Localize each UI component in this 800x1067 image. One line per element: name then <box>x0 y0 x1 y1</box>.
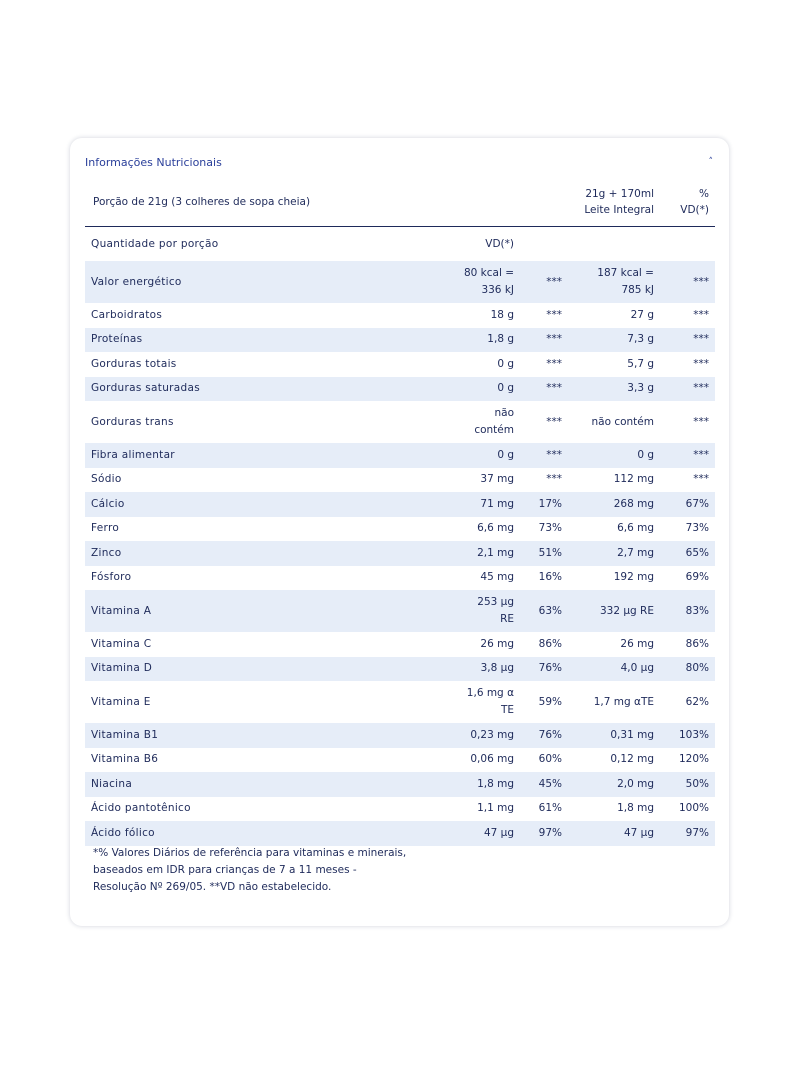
amount-value: não <box>494 407 514 419</box>
card-title: Informações Nutricionais <box>85 155 222 169</box>
milk-amount-cell <box>568 821 660 846</box>
nutrient-name: Gorduras totais <box>91 357 177 370</box>
table-row <box>85 541 715 566</box>
nutrient-name: Vitamina B6 <box>91 753 159 766</box>
milk-amount-value: 26 mg <box>620 637 654 650</box>
amount-value: 0 g <box>497 448 514 461</box>
amount-value: 6,6 mg <box>477 522 514 535</box>
portion-header: Porção de 21g (3 colheres de sopa cheia) <box>85 178 568 227</box>
footnote <box>93 845 513 896</box>
milk-vd-value: *** <box>693 357 709 370</box>
amount-cell <box>375 821 520 846</box>
vd-value: 86% <box>538 637 562 650</box>
nutrient-name: Valor energético <box>85 261 375 303</box>
nutrient-name: Ácido pantotênico <box>91 802 191 815</box>
milk-vd-value: 73% <box>685 522 709 535</box>
table-row <box>85 401 715 443</box>
milk-amount-cell <box>568 443 660 468</box>
amount-value-line2: 336 kJ <box>481 284 514 296</box>
milk-amount-value: 7,3 g <box>627 333 654 346</box>
milk-amount-value-line2: 785 kJ <box>621 284 654 296</box>
nutrient-name: Vitamina C <box>91 637 152 650</box>
amount-value: 0 g <box>497 382 514 395</box>
nutrient-name: Carboidratos <box>91 308 163 321</box>
amount-value: 253 μg <box>477 596 514 608</box>
footnote-line: baseados em IDR para crianças de 7 a 11 meses - <box>93 864 357 876</box>
milk-vd-value: 100% <box>678 802 709 815</box>
nutrient-name: Fósforo <box>91 571 132 584</box>
milk-header-line2: Leite Integral <box>584 204 654 216</box>
vd-value: 60% <box>538 753 562 766</box>
amount-cell <box>375 401 520 443</box>
amount-cell <box>375 377 520 402</box>
table-row <box>85 723 715 748</box>
milk-amount-cell <box>568 772 660 797</box>
milk-amount-cell <box>568 517 660 542</box>
vd-value: *** <box>520 377 568 402</box>
milk-amount-value: 5,7 g <box>627 357 654 370</box>
milk-vd-value: 86% <box>685 637 709 650</box>
nutrient-name: Gorduras saturadas <box>85 377 375 402</box>
amount-cell <box>375 797 520 822</box>
amount-value: 1,8 mg <box>477 777 514 790</box>
table-row <box>85 468 715 493</box>
amount-value: 3,8 μg <box>480 662 514 675</box>
vd-value: 76% <box>520 723 568 748</box>
vd-value: 61% <box>538 802 562 815</box>
table-row <box>85 681 715 723</box>
table-row <box>85 566 715 591</box>
nutrient-name: Proteínas <box>85 328 375 353</box>
milk-vd-value: 69% <box>685 571 709 584</box>
nutrient-name: Sódio <box>91 473 122 486</box>
table-row <box>85 632 715 657</box>
milk-vd-value: 62% <box>685 695 709 708</box>
milk-amount-value: 6,6 mg <box>617 522 654 535</box>
milk-amount-value: 187 kcal = <box>597 267 654 279</box>
milk-vd-value: *** <box>660 261 715 303</box>
amount-cell <box>375 748 520 773</box>
milk-amount-cell <box>568 541 660 566</box>
amount-cell <box>375 590 520 632</box>
table-row <box>85 748 715 773</box>
vd-value: 16% <box>538 571 562 584</box>
amount-value: 18 g <box>490 308 514 321</box>
amount-cell <box>375 328 520 353</box>
vd-value: 17% <box>520 492 568 517</box>
milk-amount-value: 0 g <box>637 448 654 461</box>
nutrient-name: Cálcio <box>85 492 375 517</box>
nutrient-name: Fibra alimentar <box>85 443 375 468</box>
table-row <box>85 328 715 353</box>
vd-column-header <box>660 178 715 227</box>
vd-value: 97% <box>520 821 568 846</box>
milk-amount-cell <box>568 723 660 748</box>
milk-amount-value: 1,8 mg <box>617 802 654 815</box>
amount-value-line2: contém <box>474 424 514 436</box>
table-row <box>85 492 715 517</box>
milk-vd-value: 80% <box>660 657 715 682</box>
amount-cell <box>375 541 520 566</box>
amount-value: 1,6 mg α <box>466 687 514 699</box>
table-row <box>85 261 715 303</box>
amount-cell <box>375 772 520 797</box>
nutrient-name: Niacina <box>85 772 375 797</box>
amount-cell <box>375 468 520 493</box>
table-row <box>85 443 715 468</box>
nutrition-info-card <box>70 138 729 926</box>
milk-amount-value: 4,0 μg <box>620 662 654 675</box>
vd-value: 45% <box>520 772 568 797</box>
amount-cell <box>375 352 520 377</box>
vd-value: *** <box>546 357 562 370</box>
amount-value: 45 mg <box>480 571 514 584</box>
milk-amount-value: 192 mg <box>613 571 654 584</box>
footnote-line: Resolução Nº 269/05. **VD não estabelecido. <box>93 881 332 893</box>
amount-value: 0 g <box>497 357 514 370</box>
quantity-per-portion-label: Quantidade por porção <box>91 238 219 250</box>
amount-value: 47 μg <box>483 826 514 839</box>
milk-amount-value: 3,3 g <box>627 382 654 395</box>
milk-amount-cell <box>568 590 660 632</box>
table-header-row <box>85 178 715 227</box>
milk-vd-value: *** <box>693 473 709 486</box>
amount-value: 2,1 mg <box>477 546 514 559</box>
table-row <box>85 821 715 846</box>
nutrient-name: Zinco <box>85 541 375 566</box>
nutrient-name: Ferro <box>91 522 120 535</box>
milk-amount-cell <box>568 303 660 328</box>
nutrition-table <box>85 178 715 846</box>
milk-vd-value: 120% <box>678 753 709 766</box>
table-row <box>85 352 715 377</box>
vd-value: 51% <box>520 541 568 566</box>
vd-value: *** <box>520 261 568 303</box>
milk-amount-cell <box>568 261 660 303</box>
milk-amount-cell <box>568 748 660 773</box>
milk-amount-value: 2,0 mg <box>617 777 654 790</box>
amount-value: 0,23 mg <box>470 728 514 741</box>
milk-vd-value: *** <box>693 415 709 428</box>
table-row <box>85 517 715 542</box>
milk-amount-value: 268 mg <box>613 497 654 510</box>
milk-vd-value: 65% <box>660 541 715 566</box>
vd-value: 59% <box>538 695 562 708</box>
amount-cell <box>375 261 520 303</box>
milk-amount-cell <box>568 492 660 517</box>
milk-amount-value: 0,31 mg <box>610 728 654 741</box>
milk-amount-cell <box>568 377 660 402</box>
amount-cell <box>375 632 520 657</box>
vd-value: *** <box>546 308 562 321</box>
amount-cell <box>375 303 520 328</box>
vd-value: *** <box>520 443 568 468</box>
amount-value: 1,1 mg <box>477 802 514 815</box>
nutrient-name: Gorduras trans <box>91 415 174 428</box>
vd-header-line2: VD(*) <box>680 204 709 216</box>
milk-amount-cell <box>568 401 660 443</box>
amount-value: 1,8 g <box>487 333 514 346</box>
table-row <box>85 657 715 682</box>
footnote-line: *% Valores Diários de referência para vitaminas e minerais, <box>93 847 407 859</box>
nutrient-name: Vitamina D <box>85 657 375 682</box>
amount-value: 80 kcal = <box>463 267 514 279</box>
table-row <box>85 303 715 328</box>
milk-amount-value: 332 μg RE <box>600 604 654 617</box>
milk-vd-value: 50% <box>660 772 715 797</box>
milk-header-line1: 21g + 170ml <box>585 188 654 200</box>
amount-cell <box>375 517 520 542</box>
nutrient-name: Vitamina E <box>91 695 151 708</box>
milk-vd-value: 83% <box>660 590 715 632</box>
amount-cell <box>375 492 520 517</box>
milk-vd-value: *** <box>660 377 715 402</box>
amount-value-line2: RE <box>500 613 514 625</box>
vd-value: *** <box>546 415 562 428</box>
amount-value: 26 mg <box>480 637 514 650</box>
milk-amount-cell <box>568 632 660 657</box>
vd-header-line1: % <box>699 188 709 200</box>
milk-vd-value: 67% <box>660 492 715 517</box>
nutrient-name: Vitamina B1 <box>85 723 375 748</box>
milk-amount-cell <box>568 566 660 591</box>
milk-amount-cell <box>568 468 660 493</box>
vd-value: 73% <box>538 522 562 535</box>
table-row <box>85 590 715 632</box>
milk-amount-cell <box>568 681 660 723</box>
amount-value: 71 mg <box>480 497 514 510</box>
nutrient-name: Vitamina A <box>85 590 375 632</box>
table-row <box>85 377 715 402</box>
milk-amount-value: 112 mg <box>613 473 654 486</box>
subheader-vd-label: VD(*) <box>485 238 514 250</box>
vd-value: 63% <box>520 590 568 632</box>
milk-amount-cell <box>568 657 660 682</box>
amount-cell <box>375 566 520 591</box>
table-row <box>85 797 715 822</box>
amount-value: 37 mg <box>480 473 514 486</box>
milk-amount-value: 1,7 mg αTE <box>593 695 654 708</box>
milk-vd-value: 103% <box>660 723 715 748</box>
milk-vd-value: 97% <box>660 821 715 846</box>
vd-value: 76% <box>520 657 568 682</box>
milk-vd-value: *** <box>693 308 709 321</box>
milk-amount-value: 2,7 mg <box>617 546 654 559</box>
amount-cell <box>375 443 520 468</box>
milk-vd-value: *** <box>660 328 715 353</box>
table-row <box>85 772 715 797</box>
milk-amount-cell <box>568 352 660 377</box>
amount-cell <box>375 681 520 723</box>
milk-amount-value: 27 g <box>630 308 654 321</box>
milk-amount-cell <box>568 328 660 353</box>
amount-cell <box>375 657 520 682</box>
amount-cell <box>375 723 520 748</box>
amount-value: 0,06 mg <box>470 753 514 766</box>
milk-amount-value: 47 μg <box>623 826 654 839</box>
accordion-header[interactable] <box>85 152 714 172</box>
chevron-up-icon[interactable]: ˄ <box>708 157 713 167</box>
milk-column-header <box>568 178 660 227</box>
milk-amount-cell <box>568 797 660 822</box>
amount-value-line2: TE <box>500 704 514 716</box>
milk-vd-value: *** <box>660 443 715 468</box>
vd-value: *** <box>546 473 562 486</box>
milk-amount-value: 0,12 mg <box>610 753 654 766</box>
vd-value: *** <box>520 328 568 353</box>
nutrient-name: Ácido fólico <box>85 821 375 846</box>
milk-amount-value: não contém <box>591 415 654 428</box>
subheader-row <box>85 227 715 262</box>
